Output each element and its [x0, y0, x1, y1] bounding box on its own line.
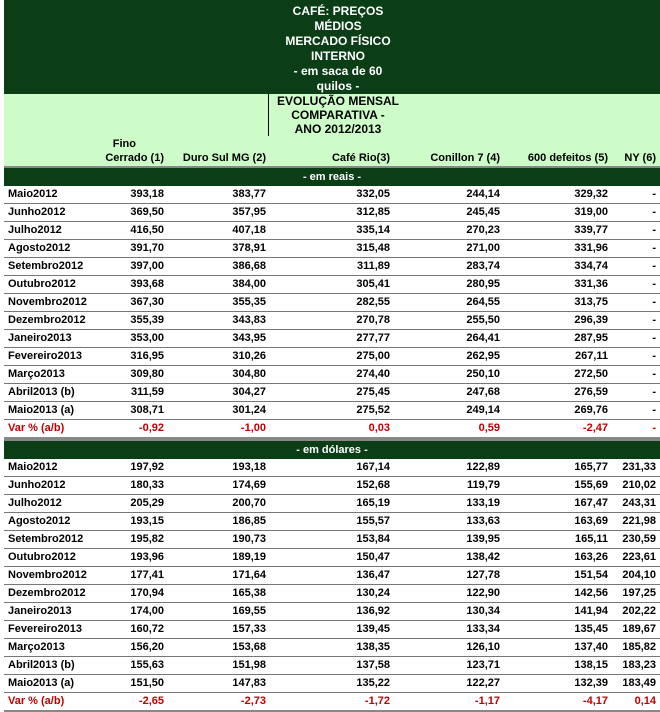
col-header-conillon: Conillon 7 (4) [430, 152, 500, 164]
table-body [4, 166, 660, 712]
title-block [4, 0, 660, 94]
table-row [4, 657, 660, 675]
table-cell: - [652, 188, 656, 200]
table-row [4, 459, 660, 477]
header-block [4, 94, 660, 166]
table-row [4, 204, 660, 222]
table-cell: 177,41 [130, 569, 164, 581]
table-cell: 221,98 [622, 515, 656, 527]
table-cell: 127,78 [466, 569, 500, 581]
row-label: Agosto2012 [8, 515, 71, 527]
table-cell: 141,94 [574, 605, 608, 617]
table-cell: 122,89 [466, 461, 500, 473]
table-cell: 223,61 [622, 551, 656, 563]
variation-row [4, 693, 660, 712]
variation-row [4, 420, 660, 439]
row-label: Maio2012 [8, 461, 58, 473]
table-cell: 132,39 [574, 677, 608, 689]
table-cell: 416,50 [130, 224, 164, 236]
col-header-duro-sul-mg: Duro Sul MG (2) [182, 152, 266, 164]
table-cell: 391,70 [130, 242, 164, 254]
row-label: Dezembro2012 [8, 314, 86, 326]
table-cell: -1,17 [474, 695, 500, 707]
table-row [4, 621, 660, 639]
table-cell: 277,77 [356, 332, 390, 344]
table-cell: 276,59 [574, 386, 608, 398]
table-cell: 193,15 [130, 515, 164, 527]
table-cell: 331,36 [574, 278, 608, 290]
table-cell: 165,38 [232, 587, 266, 599]
table-cell: 329,32 [574, 188, 608, 200]
row-label: Junho2012 [8, 479, 66, 491]
table-cell: 210,02 [622, 479, 656, 491]
row-label: Fevereiro2013 [8, 350, 82, 362]
table-cell: 275,00 [356, 350, 390, 362]
table-cell: -0,92 [138, 422, 164, 434]
table-cell: 195,82 [130, 533, 164, 545]
table-cell: - [652, 224, 656, 236]
table-cell: 272,50 [574, 368, 608, 380]
table-cell: 355,39 [130, 314, 164, 326]
table-cell: 197,92 [130, 461, 164, 473]
table-cell: -2,47 [582, 422, 608, 434]
table-cell: 271,00 [466, 242, 500, 254]
row-label: Novembro2012 [8, 296, 87, 308]
row-label: Var % (a/b) [8, 422, 65, 434]
table-cell: 170,94 [130, 587, 164, 599]
table-cell: 155,69 [574, 479, 608, 491]
table-cell: 274,40 [356, 368, 390, 380]
table-cell: 316,95 [130, 350, 164, 362]
row-label: Setembro2012 [8, 260, 84, 272]
table-cell: 311,59 [130, 386, 164, 398]
table-cell: 156,20 [130, 641, 164, 653]
title-line: CAFÉ: PREÇOS [292, 4, 384, 18]
table-cell: 343,95 [232, 332, 266, 344]
table-cell: 383,77 [232, 188, 266, 200]
row-label: Outubro2012 [8, 551, 76, 563]
table-cell: - [652, 278, 656, 290]
table-cell: 262,95 [466, 350, 500, 362]
table-cell: 186,85 [232, 515, 266, 527]
table-cell: 264,41 [466, 332, 500, 344]
table-cell: 305,41 [356, 278, 390, 290]
table-cell: 244,14 [466, 188, 500, 200]
table-cell: 165,77 [574, 461, 608, 473]
table-cell: - [652, 206, 656, 218]
table-row [4, 639, 660, 657]
table-row [4, 366, 660, 384]
table-cell: 138,35 [356, 641, 390, 653]
table-cell: 310,26 [232, 350, 266, 362]
table-cell: 313,75 [574, 296, 608, 308]
table-cell: 136,47 [356, 569, 390, 581]
table-cell: 165,19 [356, 497, 390, 509]
table-cell: 138,15 [574, 659, 608, 671]
table-cell: 0,03 [368, 422, 390, 434]
table-cell: 339,77 [574, 224, 608, 236]
table-cell: 247,68 [466, 386, 500, 398]
table-cell: 319,00 [574, 206, 608, 218]
row-label: Novembro2012 [8, 569, 87, 581]
table-cell: 151,50 [130, 677, 164, 689]
table-cell: 122,90 [466, 587, 500, 599]
table-row [4, 222, 660, 240]
table-cell: 138,42 [466, 551, 500, 563]
table-row [4, 603, 660, 621]
table-cell: 275,45 [356, 386, 390, 398]
table-cell: 126,10 [466, 641, 500, 653]
table-cell: 139,95 [466, 533, 500, 545]
table-cell: 407,18 [232, 224, 266, 236]
col-header-fino-cerrado [105, 137, 164, 165]
table-cell: 308,71 [130, 404, 164, 416]
table-cell: 163,69 [574, 515, 608, 527]
table-cell: 343,83 [232, 314, 266, 326]
table-cell: 151,54 [574, 569, 608, 581]
table-cell: 309,80 [130, 368, 164, 380]
table-cell: 180,33 [130, 479, 164, 491]
price-table [4, 0, 660, 712]
table-cell: 315,48 [356, 242, 390, 254]
row-label: Maio2013 (a) [8, 404, 75, 416]
title-line: MERCADO FÍSICO [285, 34, 391, 48]
table-cell: 163,26 [574, 551, 608, 563]
table-cell: 190,73 [232, 533, 266, 545]
table-cell: 0,14 [634, 695, 656, 707]
table-cell: 280,95 [466, 278, 500, 290]
table-cell: - [652, 242, 656, 254]
table-cell: 169,55 [232, 605, 266, 617]
table-cell: 378,91 [232, 242, 266, 254]
table-cell: 135,22 [356, 677, 390, 689]
table-row [4, 258, 660, 276]
table-row [4, 384, 660, 402]
table-cell: 153,84 [356, 533, 390, 545]
table-cell: 165,11 [574, 533, 608, 545]
row-label: Var % (a/b) [8, 695, 65, 707]
table-cell: 174,69 [232, 479, 266, 491]
table-cell: 269,76 [574, 404, 608, 416]
row-label: Dezembro2012 [8, 587, 86, 599]
table-row [4, 186, 660, 204]
table-row [4, 585, 660, 603]
table-cell: - [652, 368, 656, 380]
table-cell: 243,31 [622, 497, 656, 509]
table-cell: 275,52 [356, 404, 390, 416]
table-row [4, 330, 660, 348]
subtitle-line: ANO 2012/2013 [294, 122, 382, 136]
row-label: Setembro2012 [8, 533, 84, 545]
row-label: Julho2012 [8, 497, 62, 509]
table-cell: 174,00 [130, 605, 164, 617]
row-label: Outubro2012 [8, 278, 76, 290]
table-cell: 204,10 [622, 569, 656, 581]
table-cell: 171,64 [232, 569, 266, 581]
section-band: - em reais - [4, 166, 660, 186]
table-cell: 304,27 [232, 386, 266, 398]
table-cell: 353,00 [130, 332, 164, 344]
title-line: MÉDIOS [314, 19, 362, 33]
table-cell: 193,96 [130, 551, 164, 563]
table-cell: -2,73 [240, 695, 266, 707]
section-band: - em dólares - [4, 439, 660, 459]
table-row [4, 675, 660, 693]
table-cell: 255,50 [466, 314, 500, 326]
table-cell: 332,05 [356, 188, 390, 200]
table-cell: 397,00 [130, 260, 164, 272]
table-cell: 157,33 [232, 623, 266, 635]
table-cell: 231,33 [622, 461, 656, 473]
table-cell: 287,95 [574, 332, 608, 344]
table-cell: 393,18 [130, 188, 164, 200]
table-cell: 386,68 [232, 260, 266, 272]
table-cell: 167,47 [574, 497, 608, 509]
table-cell: 155,63 [130, 659, 164, 671]
table-cell: 205,29 [130, 497, 164, 509]
table-cell: 147,83 [232, 677, 266, 689]
subtitle-line: EVOLUÇÃO MENSAL [276, 94, 399, 108]
table-row [4, 240, 660, 258]
row-label: Fevereiro2013 [8, 623, 82, 635]
table-cell: 200,70 [232, 497, 266, 509]
row-label: Junho2012 [8, 206, 66, 218]
table-cell: 197,25 [622, 587, 656, 599]
table-cell: 151,98 [232, 659, 266, 671]
table-cell: 267,11 [574, 350, 608, 362]
table-cell: 270,78 [356, 314, 390, 326]
table-cell: 357,95 [232, 206, 266, 218]
col-header-line: Cerrado (1) [105, 152, 164, 164]
table-cell: 296,39 [574, 314, 608, 326]
table-cell: 119,79 [466, 479, 500, 491]
table-cell: 130,24 [356, 587, 390, 599]
table-cell: -1,00 [240, 422, 266, 434]
table-cell: 304,80 [232, 368, 266, 380]
table-cell: 270,23 [466, 224, 500, 236]
table-row [4, 402, 660, 420]
table-cell: 133,63 [466, 515, 500, 527]
table-cell: 152,68 [356, 479, 390, 491]
table-cell: - [652, 404, 656, 416]
row-label: Julho2012 [8, 224, 62, 236]
table-cell: -4,17 [582, 695, 608, 707]
table-row [4, 531, 660, 549]
col-header-cafe-rio: Café Rio(3) [331, 152, 390, 164]
table-cell: - [652, 296, 656, 308]
table-row [4, 513, 660, 531]
table-cell: - [652, 260, 656, 272]
table-cell: 150,47 [356, 551, 390, 563]
table-cell: 230,59 [622, 533, 656, 545]
table-cell: 369,50 [130, 206, 164, 218]
table-cell: - [652, 332, 656, 344]
table-cell: 123,71 [466, 659, 500, 671]
table-cell: 122,27 [466, 677, 500, 689]
table-cell: 193,18 [232, 461, 266, 473]
table-cell: - [652, 422, 656, 434]
table-cell: 139,45 [356, 623, 390, 635]
table-cell: 331,96 [574, 242, 608, 254]
table-cell: 264,55 [466, 296, 500, 308]
table-cell: 202,22 [622, 605, 656, 617]
table-cell: 133,19 [466, 497, 500, 509]
table-cell: 245,45 [466, 206, 500, 218]
table-row [4, 495, 660, 513]
title-line: - em saca de 60 [293, 64, 383, 78]
table-subtitle [268, 94, 407, 136]
row-label: Agosto2012 [8, 242, 71, 254]
table-cell: 301,24 [232, 404, 266, 416]
table-row [4, 348, 660, 366]
table-cell: 283,74 [466, 260, 500, 272]
table-cell: 135,45 [574, 623, 608, 635]
table-cell: 160,72 [130, 623, 164, 635]
title-line: quilos - [316, 79, 360, 93]
table-cell: 167,14 [356, 461, 390, 473]
table-cell: 137,40 [574, 641, 608, 653]
table-cell: 153,68 [232, 641, 266, 653]
row-label: Março2013 [8, 641, 65, 653]
table-cell: 355,35 [232, 296, 266, 308]
col-header-line: Fino [112, 138, 136, 150]
table-cell: 136,92 [356, 605, 390, 617]
table-row [4, 294, 660, 312]
title-line: INTERNO [311, 49, 365, 63]
row-label: Abril2013 (b) [8, 659, 75, 671]
table-cell: 335,14 [356, 224, 390, 236]
table-row [4, 477, 660, 495]
table-cell: 0,59 [478, 422, 500, 434]
table-cell: 189,19 [232, 551, 266, 563]
table-cell: 393,68 [130, 278, 164, 290]
table-cell: 133,34 [466, 623, 500, 635]
col-header-600-defeitos: 600 defeitos (5) [527, 152, 608, 164]
table-cell: 367,30 [130, 296, 164, 308]
row-label: Maio2012 [8, 188, 58, 200]
table-cell: 249,14 [466, 404, 500, 416]
table-cell: 282,55 [356, 296, 390, 308]
table-title [272, 4, 404, 94]
table-cell: 130,34 [466, 605, 500, 617]
table-cell: -2,65 [138, 695, 164, 707]
table-cell: 250,10 [466, 368, 500, 380]
row-label: Abril2013 (b) [8, 386, 75, 398]
table-cell: - [652, 314, 656, 326]
table-cell: - [652, 386, 656, 398]
table-cell: -1,72 [364, 695, 390, 707]
table-cell: 137,58 [356, 659, 390, 671]
table-cell: 183,49 [622, 677, 656, 689]
table-cell: 311,89 [356, 260, 390, 272]
table-cell: 185,82 [622, 641, 656, 653]
table-cell: 384,00 [232, 278, 266, 290]
table-cell: 334,74 [574, 260, 608, 272]
table-cell: 312,85 [356, 206, 390, 218]
subtitle-line: COMPARATIVA - [291, 108, 385, 122]
table-row [4, 312, 660, 330]
table-cell: 155,57 [356, 515, 390, 527]
table-row [4, 549, 660, 567]
row-label: Março2013 [8, 368, 65, 380]
table-row [4, 567, 660, 585]
table-cell: - [652, 350, 656, 362]
table-cell: 142,56 [574, 587, 608, 599]
row-label: Janeiro2013 [8, 605, 72, 617]
table-cell: 189,67 [622, 623, 656, 635]
table-row [4, 276, 660, 294]
table-cell: 183,23 [622, 659, 656, 671]
row-label: Janeiro2013 [8, 332, 72, 344]
col-header-ny: NY (6) [624, 152, 656, 164]
row-label: Maio2013 (a) [8, 677, 75, 689]
